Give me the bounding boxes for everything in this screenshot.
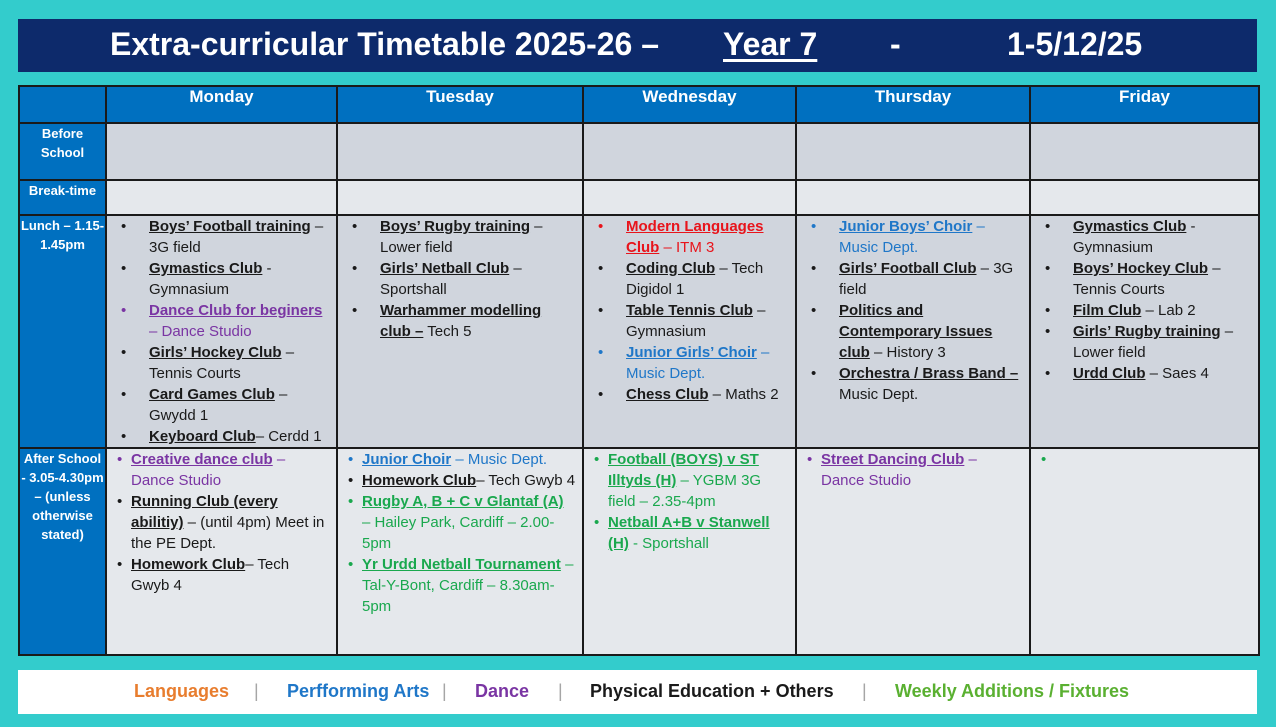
activity-location: – 3G field [149, 218, 324, 256]
after-thursday-list [797, 449, 1029, 491]
break-friday [1030, 180, 1259, 215]
activity-item [115, 216, 330, 258]
lunch-monday [106, 215, 337, 448]
day-header-tuesday: Tuesday [337, 86, 583, 123]
activity-item [346, 216, 576, 258]
bullet-icon: • [807, 451, 813, 468]
bullet-icon: • [598, 218, 604, 235]
title-bar [18, 19, 1257, 72]
bullet-icon: • [352, 260, 358, 277]
bullet-icon: • [348, 493, 354, 510]
bullet-icon: • [352, 218, 358, 235]
after-monday [106, 448, 337, 655]
bullet-icon: • [1045, 323, 1051, 340]
activity-location: – Tal-Y-Bont, Cardiff – 8.30am-5pm [362, 556, 574, 615]
activity-name: Running Club (every abilitiy) [131, 493, 278, 531]
before-thursday [796, 123, 1030, 180]
lunch-wednesday [583, 215, 796, 448]
bullet-icon: • [598, 386, 604, 403]
activity-location: – Music Dept. [451, 451, 548, 468]
legend-languages: Languages [134, 681, 230, 701]
bullet-icon: • [598, 344, 604, 361]
activity-location: – History 3 [869, 344, 946, 361]
bullet-icon: • [811, 302, 817, 319]
bullet-icon: • [811, 218, 817, 235]
lunch-tuesday-list [338, 216, 582, 342]
activity-item [346, 470, 576, 491]
title-dash: - [890, 26, 901, 62]
activity-item [805, 258, 1023, 300]
activity-location: – YGBM 3G field – 2.35-4pm [608, 472, 762, 510]
activity-item [115, 449, 330, 491]
after-friday [1030, 448, 1259, 655]
bullet-icon: • [121, 386, 127, 403]
before-friday [1030, 123, 1259, 180]
activity-name: Gymastics Club [1073, 218, 1187, 235]
colour-legend [18, 670, 1257, 714]
lunch-monday-list [107, 216, 336, 447]
bullet-icon: • [121, 344, 127, 361]
activity-name: Girls’ Rugby training [1073, 323, 1221, 340]
day-header-thursday: Thursday [796, 86, 1030, 123]
activity-location: – Tech Gwyb 4 [131, 556, 290, 594]
activity-item [592, 449, 789, 512]
activity-location: – Sportshall [380, 260, 522, 298]
lunch-friday-list [1031, 216, 1258, 384]
lunch-tuesday [337, 215, 583, 448]
activity-location: Music Dept. [839, 386, 919, 403]
activity-location: – Music Dept. [626, 344, 770, 382]
bullet-icon: • [348, 556, 354, 573]
activity-item [115, 300, 330, 342]
activity-location: – Gwydd 1 [149, 386, 288, 424]
lunch-thursday-list [797, 216, 1029, 405]
bullet-icon: • [117, 451, 123, 468]
row-header-lunch: Lunch – 1.15-1.45pm [19, 215, 106, 448]
activity-location: – Tennis Courts [1073, 260, 1221, 298]
bullet-icon: • [1045, 365, 1051, 382]
activity-item [346, 554, 576, 617]
activity-name: Coding Club [626, 260, 716, 277]
activity-location: – Tennis Courts [149, 344, 295, 382]
activity-item [592, 384, 789, 405]
break-wednesday [583, 180, 796, 215]
day-header-monday: Monday [106, 86, 337, 123]
activity-location: – Lower field [380, 218, 543, 256]
legend-performing-arts: Perfforming Arts [287, 681, 430, 701]
activity-location: – (until 4pm) Meet in the PE Dept. [131, 514, 325, 552]
activity-name: Netball A+B v Stanwell (H) [608, 514, 770, 552]
before-wednesday [583, 123, 796, 180]
bullet-icon: • [598, 302, 604, 319]
activity-name: Orchestra / Brass Band – [839, 365, 1019, 382]
timetable [18, 85, 1260, 656]
break-monday [106, 180, 337, 215]
activity-item [805, 300, 1023, 363]
activity-item [346, 449, 576, 470]
activity-name: Street Dancing Club [821, 451, 965, 468]
activity-location: - Gymnasium [1073, 218, 1196, 256]
activity-item [115, 384, 330, 426]
legend-dance: Dance [475, 681, 530, 701]
bullet-icon: • [352, 302, 358, 319]
activity-item [592, 342, 789, 384]
activity-item [805, 449, 1023, 491]
legend-physical-education: Physical Education + Others [590, 681, 834, 701]
corner-cell [19, 86, 106, 123]
activity-name: Dance Club for beginers [149, 302, 323, 319]
bullet-icon: • [121, 218, 127, 235]
legend-weekly-additions: Weekly Additions / Fixtures [895, 681, 1130, 701]
activity-name: Junior Boys’ Choir [839, 218, 973, 235]
activity-name: Chess Club [626, 386, 709, 403]
legend-separator: | [254, 681, 259, 701]
bullet-icon: • [117, 493, 123, 510]
activity-item [346, 300, 576, 342]
legend-separator: | [558, 681, 563, 701]
activity-item [115, 491, 330, 554]
year-label: Year 7 [723, 26, 818, 62]
activity-item [346, 491, 576, 554]
activity-name: Boys’ Rugby training [380, 218, 531, 235]
week-date: 1-5/12/25 [1007, 26, 1143, 62]
bullet-icon: • [121, 260, 127, 277]
activity-location: – Dance Studio [821, 451, 977, 489]
activity-item [592, 512, 789, 554]
activity-location: – Dance Studio [149, 323, 252, 340]
activity-name: Football (BOYS) v ST Illtyds (H) [608, 451, 759, 489]
activity-location: – ITM 3 [659, 239, 715, 256]
activity-item [592, 258, 789, 300]
activity-location: – Hailey Park, Cardiff – 2.00-5pm [362, 514, 555, 552]
activity-item [592, 300, 789, 342]
activity-item [1039, 258, 1252, 300]
activity-name: Film Club [1073, 302, 1142, 319]
activity-location: - Gymnasium [149, 260, 272, 298]
after-wednesday [583, 448, 796, 655]
activity-location: – Tech Digidol 1 [626, 260, 764, 298]
legend-separator: | [442, 681, 447, 701]
activity-location: - Sportshall [628, 535, 709, 552]
activity-item [115, 342, 330, 384]
bullet-icon: • [1041, 451, 1047, 468]
activity-item [805, 363, 1023, 405]
bullet-icon: • [348, 451, 354, 468]
activity-name: Girls’ Football Club [839, 260, 977, 277]
activity-name: Junior Girls’ Choir [626, 344, 757, 361]
activity-location: – Saes 4 [1145, 365, 1209, 382]
break-thursday [796, 180, 1030, 215]
legend-separator: | [862, 681, 867, 701]
bullet-icon: • [594, 514, 600, 531]
activity-name: Homework Club [131, 556, 246, 573]
activity-location: – Dance Studio [131, 451, 286, 489]
bullet-icon: • [1045, 302, 1051, 319]
after-wednesday-list [584, 449, 795, 554]
bullet-icon: • [811, 365, 817, 382]
activity-item [1039, 363, 1252, 384]
row-header-break-time: Break-time [19, 180, 106, 215]
activity-name: Politics and Contemporary Issues club [839, 302, 993, 361]
row-header-before-school: Before School [19, 123, 106, 180]
lunch-wednesday-list [584, 216, 795, 405]
activity-name: Yr Urdd Netball Tournament [362, 556, 561, 573]
activity-location: – 3G field [839, 260, 1014, 298]
activity-location: Tech 5 [423, 323, 472, 340]
activity-name: Junior Choir [362, 451, 452, 468]
lunch-friday [1030, 215, 1259, 448]
activity-item [592, 216, 789, 258]
activity-name: Warhammer modelling club – [380, 302, 542, 340]
activity-name: Modern Languages Club [626, 218, 764, 256]
lunch-thursday [796, 215, 1030, 448]
activity-location: – Music Dept. [839, 218, 985, 256]
bullet-icon: • [348, 472, 354, 489]
bullet-icon: • [121, 302, 127, 319]
activity-item [346, 258, 576, 300]
day-header-wednesday: Wednesday [583, 86, 796, 123]
bullet-icon: • [598, 260, 604, 277]
before-tuesday [337, 123, 583, 180]
row-header-after-school: After School - 3.05-4.30pm – (unless otherwise stated) [19, 448, 106, 655]
bullet-icon: • [1045, 218, 1051, 235]
activity-name: Boys’ Hockey Club [1073, 260, 1209, 277]
after-tuesday [337, 448, 583, 655]
before-monday [106, 123, 337, 180]
activity-name: Gymastics Club [149, 260, 263, 277]
activity-item [1039, 216, 1252, 258]
activity-item [115, 554, 330, 596]
activity-name: Card Games Club [149, 386, 275, 403]
activity-item [115, 426, 330, 447]
bullet-icon: • [117, 556, 123, 573]
break-tuesday [337, 180, 583, 215]
activity-location: – Gymnasium [626, 302, 766, 340]
activity-name: Urdd Club [1073, 365, 1146, 382]
after-tuesday-list [338, 449, 582, 617]
activity-name: Girls’ Hockey Club [149, 344, 282, 361]
activity-location: – Lower field [1073, 323, 1234, 361]
activity-name: Homework Club [362, 472, 477, 489]
activity-location: – Maths 2 [708, 386, 779, 403]
bullet-icon: • [594, 451, 600, 468]
activity-name: Boys’ Football training [149, 218, 311, 235]
page-title: Extra-curricular Timetable 2025-26 – [110, 26, 660, 62]
activity-location: – Lab 2 [1141, 302, 1196, 319]
activity-item [805, 216, 1023, 258]
after-thursday [796, 448, 1030, 655]
activity-item [1039, 321, 1252, 363]
activity-name: Rugby A, B + C v Glantaf (A) [362, 493, 564, 510]
activity-location: – Cerdd 1 [255, 428, 322, 445]
activity-name: Keyboard Club [149, 428, 256, 445]
activity-name: Girls’ Netball Club [380, 260, 510, 277]
activity-item [115, 258, 330, 300]
activity-location: – Tech Gwyb 4 [476, 472, 576, 489]
bullet-icon: • [1045, 260, 1051, 277]
bullet-icon: • [121, 428, 127, 445]
day-header-friday: Friday [1030, 86, 1259, 123]
activity-name: Creative dance club [131, 451, 273, 468]
activity-name: Table Tennis Club [626, 302, 753, 319]
activity-item [1039, 300, 1252, 321]
after-monday-list [107, 449, 336, 596]
bullet-icon: • [811, 260, 817, 277]
